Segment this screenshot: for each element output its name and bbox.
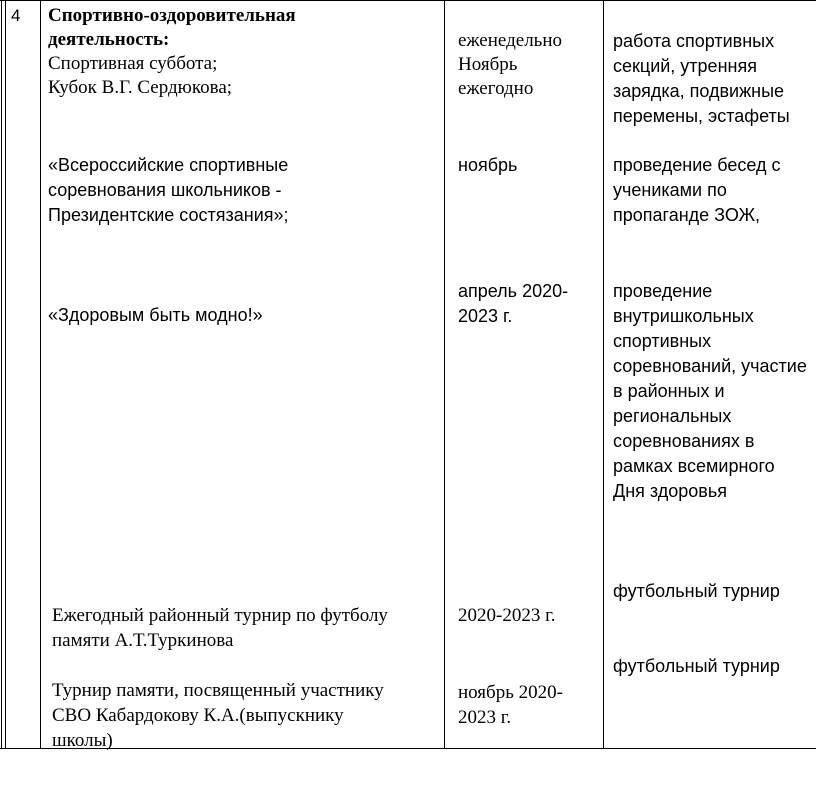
table-border-left xyxy=(1,0,2,749)
form-cell: пропаганде ЗОЖ, xyxy=(613,205,761,225)
form-cell: учениками по xyxy=(613,180,727,200)
form-cell: региональных xyxy=(613,406,732,426)
activity-item: Турнир памяти, посвященный участнику xyxy=(52,680,384,701)
section-title: деятельность: xyxy=(48,29,170,50)
date-cell: 2020-2023 г. xyxy=(458,605,556,626)
date-cell: еженедельно xyxy=(458,30,563,51)
form-cell: рамках всемирного xyxy=(613,456,775,476)
form-cell: футбольный турнир xyxy=(613,656,780,676)
date-cell: ежегодно xyxy=(458,78,534,99)
activity-item: СВО Кабардокову К.А.(выпускнику xyxy=(52,705,344,726)
activity-item: Спортивная суббота; xyxy=(48,53,218,74)
form-cell: Дня здоровья xyxy=(613,481,727,501)
activity-item: Кубок В.Г. Сердюкова; xyxy=(48,77,233,98)
form-cell: внутришкольных xyxy=(613,306,754,326)
date-cell: ноябрь 2020- xyxy=(458,682,563,703)
date-cell: 2023 г. xyxy=(458,707,512,728)
row-number: 4 xyxy=(11,6,21,25)
table-column-divider xyxy=(444,0,445,749)
form-cell: перемены, эстафеты xyxy=(613,106,790,126)
form-cell: соревнований, участие xyxy=(613,356,807,376)
table-column-divider xyxy=(603,0,604,749)
activity-item: «Всероссийские спортивные xyxy=(48,155,289,175)
table-border-bottom xyxy=(0,748,816,749)
date-cell: 2023 г. xyxy=(458,306,513,326)
date-cell: ноябрь xyxy=(458,155,518,175)
form-cell: в районных и xyxy=(613,381,725,401)
activity-item: «Здоровым быть модно!» xyxy=(48,305,263,325)
date-cell: Ноябрь xyxy=(458,54,518,75)
activity-item: памяти А.Т.Туркинова xyxy=(52,630,234,651)
table-column-divider xyxy=(40,0,41,749)
form-cell: проведение xyxy=(613,281,713,301)
table-column-divider xyxy=(5,0,6,749)
section-title: Спортивно-оздоровительная xyxy=(48,5,296,26)
form-cell: соревнованиях в xyxy=(613,431,755,451)
form-cell: проведение бесед с xyxy=(613,155,781,175)
form-cell: зарядка, подвижные xyxy=(613,81,785,101)
form-cell: работа спортивных xyxy=(613,31,775,51)
form-cell: секций, утренняя xyxy=(613,56,757,76)
date-cell: апрель 2020- xyxy=(458,281,569,301)
activity-item: Президентские состязания»; xyxy=(48,205,289,225)
form-cell: футбольный турнир xyxy=(613,581,780,601)
activity-item: соревнования школьников - xyxy=(48,180,282,200)
activity-item: Ежегодный районный турнир по футболу xyxy=(52,605,388,626)
table-border-top xyxy=(0,0,816,1)
form-cell: спортивных xyxy=(613,331,712,351)
activity-item: школы) xyxy=(52,730,113,751)
